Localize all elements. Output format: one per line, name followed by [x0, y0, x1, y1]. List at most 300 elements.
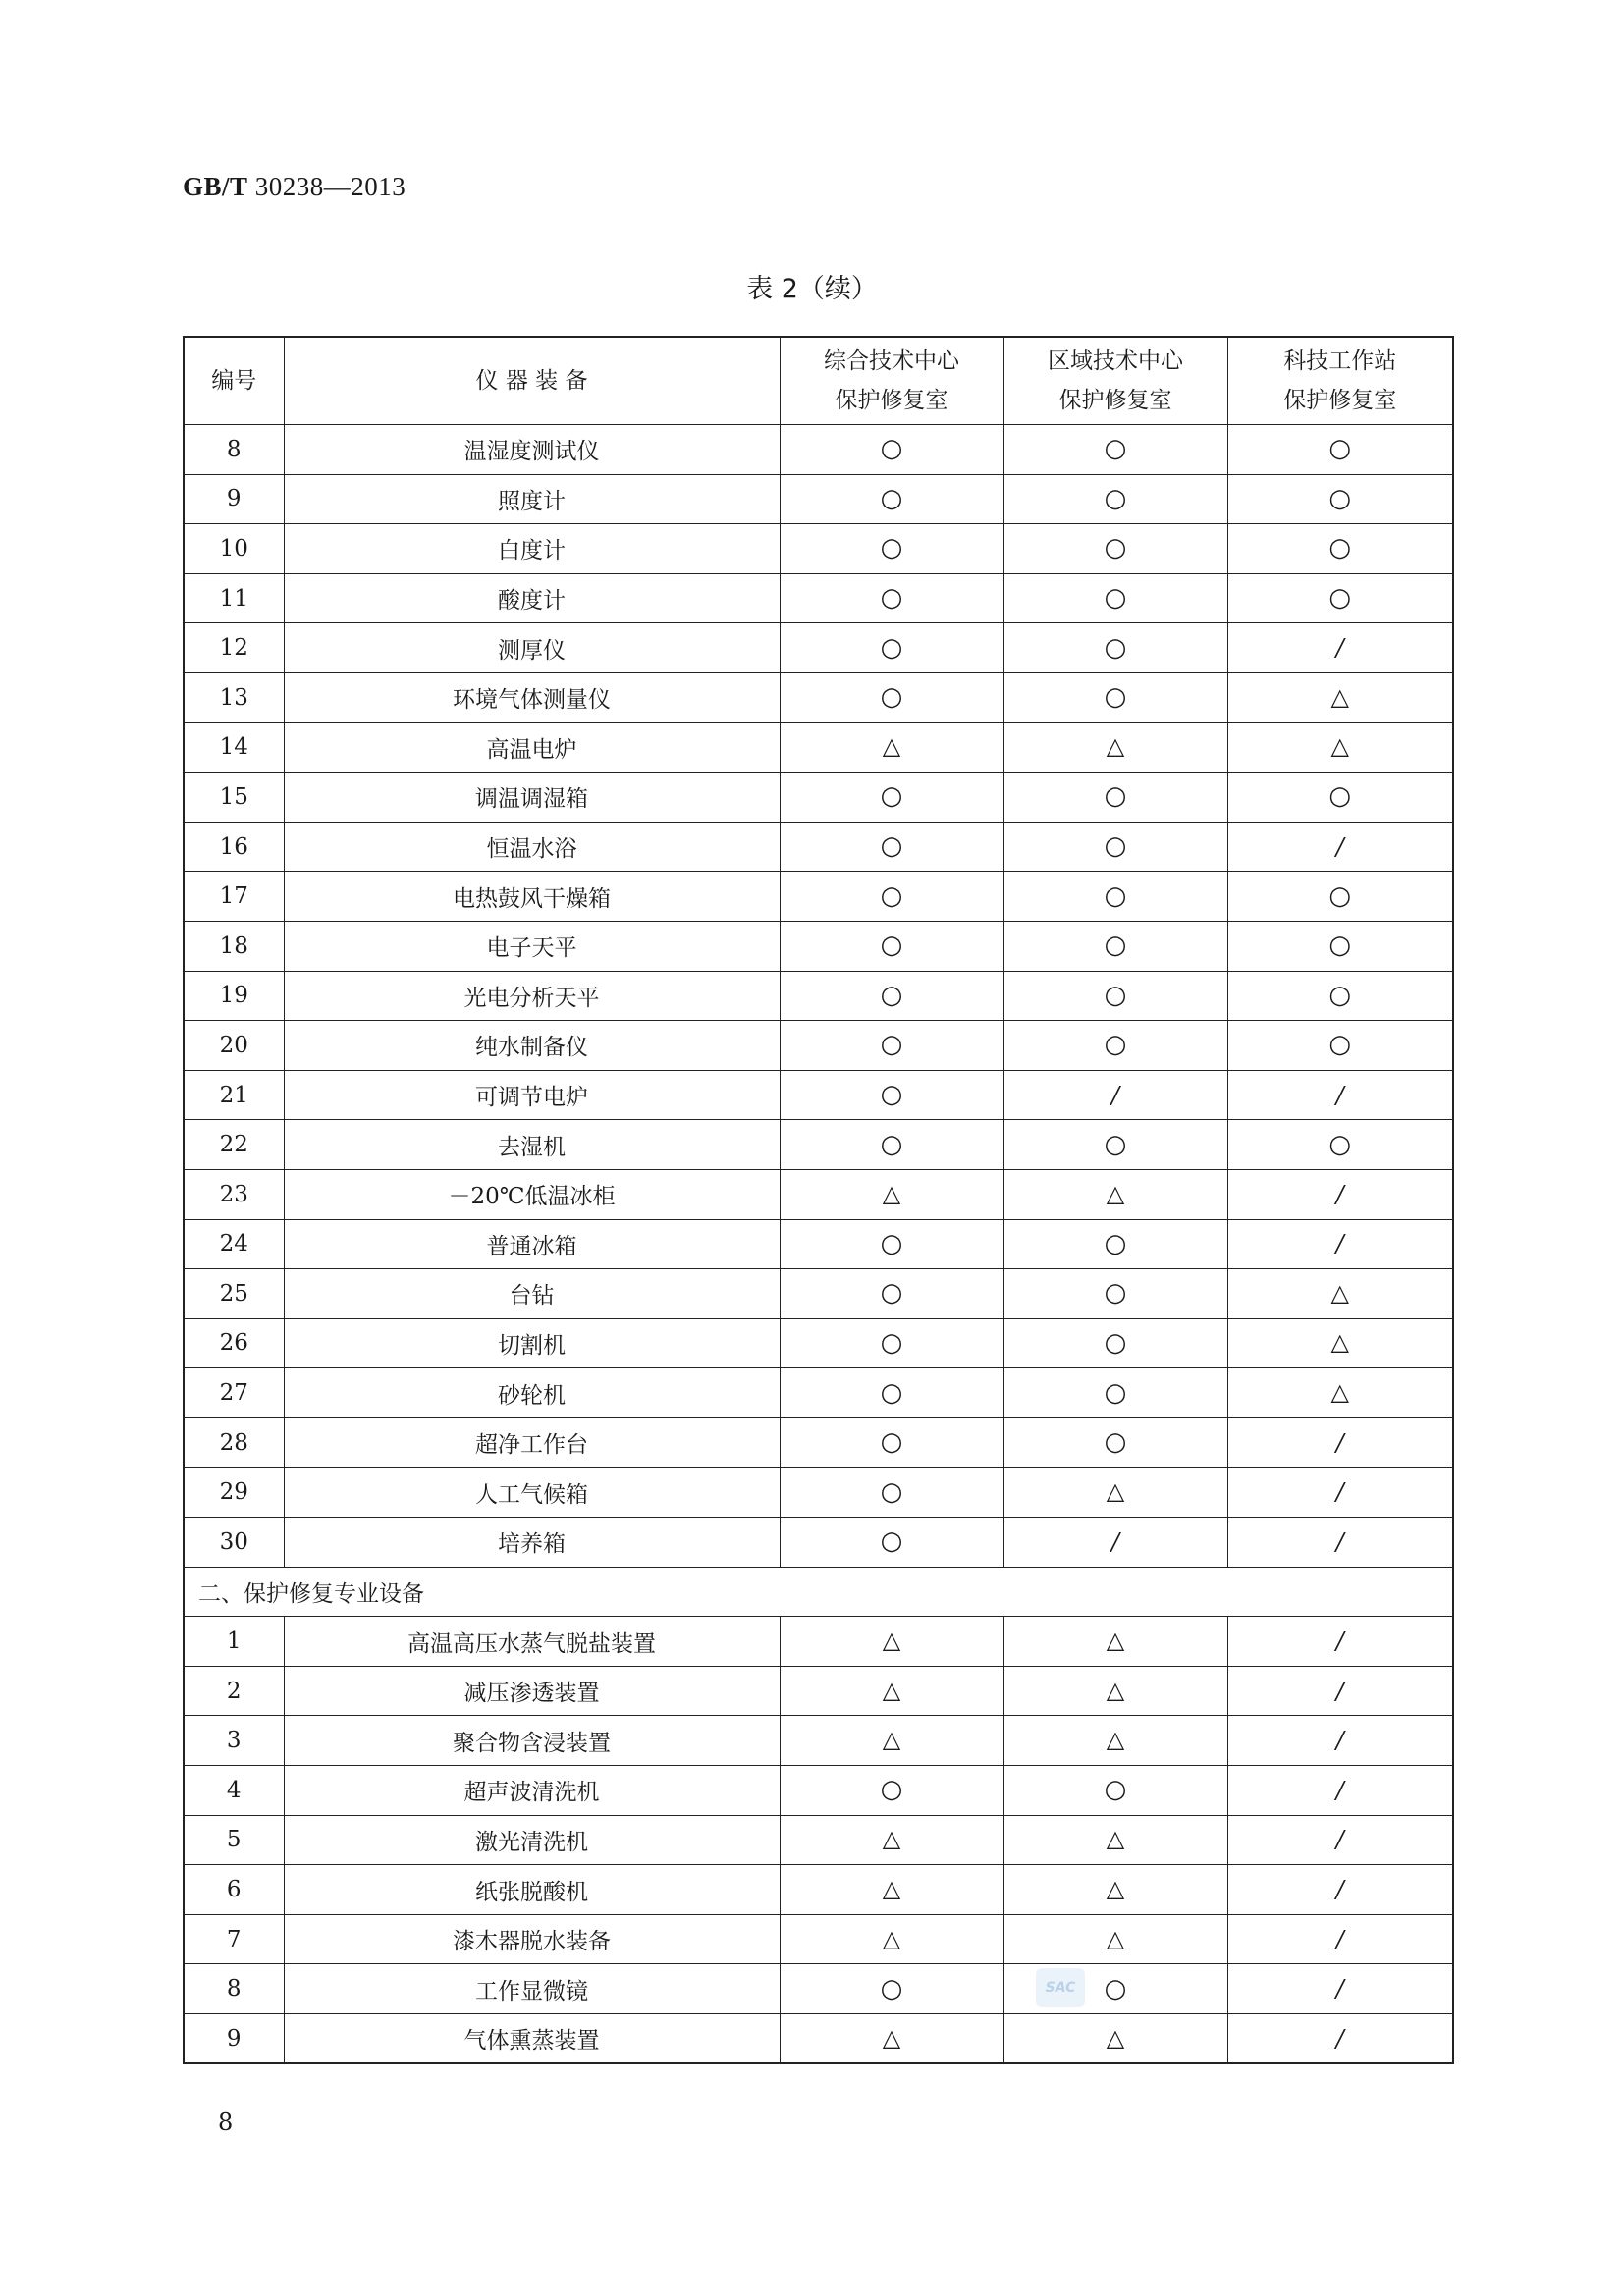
row-number: 22	[184, 1120, 284, 1170]
section-row	[184, 1567, 1453, 1617]
table-row	[184, 1865, 1453, 1915]
requirement-symbol: /	[1335, 1478, 1344, 1507]
level-comprehensive-center	[780, 1169, 1003, 1219]
level-workstation	[1227, 1865, 1453, 1915]
requirement-symbol: △	[1106, 2023, 1125, 2052]
row-number: 18	[184, 921, 284, 971]
requirement-symbol: ○	[880, 831, 903, 862]
equipment-name: 激光清洗机	[284, 1815, 780, 1865]
level-workstation	[1227, 1021, 1453, 1071]
level-workstation	[1227, 1716, 1453, 1766]
table-row	[184, 672, 1453, 722]
requirement-symbol: ○	[880, 980, 903, 1010]
row-number: 12	[184, 623, 284, 673]
table-row	[184, 1368, 1453, 1418]
requirement-symbol: ○	[1328, 781, 1352, 812]
level-comprehensive-center	[780, 1269, 1003, 1319]
level-regional-center	[1003, 1518, 1227, 1568]
row-number: 13	[184, 672, 284, 722]
requirement-symbol: ○	[1328, 1030, 1352, 1060]
level-regional-center	[1003, 1070, 1227, 1120]
requirement-symbol: ○	[880, 1476, 903, 1507]
requirement-symbol: ○	[880, 533, 903, 563]
level-regional-center	[1003, 921, 1227, 971]
level-comprehensive-center	[780, 1815, 1003, 1865]
row-number: 25	[184, 1269, 284, 1319]
requirement-symbol: △	[882, 732, 901, 761]
level-regional-center	[1003, 672, 1227, 722]
equipment-name: 聚合物含浸装置	[284, 1716, 780, 1766]
table-row	[184, 524, 1453, 574]
table-row	[184, 573, 1453, 623]
requirement-symbol: ○	[1104, 632, 1127, 663]
requirement-symbol: △	[1330, 1278, 1349, 1307]
requirement-symbol: ○	[1328, 434, 1352, 464]
level-workstation	[1227, 1368, 1453, 1418]
level-workstation	[1227, 1417, 1453, 1468]
level-regional-center	[1003, 1169, 1227, 1219]
equipment-name: 恒温水浴	[284, 822, 780, 872]
equipment-name: 酸度计	[284, 573, 780, 623]
table-row	[184, 1219, 1453, 1269]
level-comprehensive-center	[780, 672, 1003, 722]
col-header-line2: 保护修复室	[1058, 388, 1172, 413]
equipment-name: 去湿机	[284, 1120, 780, 1170]
requirement-symbol: △	[882, 1676, 901, 1704]
equipment-name: 测厚仪	[284, 623, 780, 673]
requirement-symbol: /	[1335, 1826, 1344, 1854]
level-comprehensive-center	[780, 1964, 1003, 2014]
requirement-symbol: ○	[1104, 1228, 1127, 1258]
table-row	[184, 1815, 1453, 1865]
equipment-name: 环境气体测量仪	[284, 672, 780, 722]
requirement-symbol: ○	[1328, 931, 1352, 961]
level-workstation	[1227, 1766, 1453, 1816]
requirement-symbol: △	[1106, 1477, 1125, 1506]
col-header-number: 编号	[184, 337, 284, 425]
equipment-name: 培养箱	[284, 1518, 780, 1568]
level-comprehensive-center	[780, 2014, 1003, 2064]
level-workstation	[1227, 623, 1453, 673]
standard-code-prefix: GB/T	[183, 172, 248, 201]
requirement-symbol: ○	[1104, 1775, 1127, 1805]
requirement-symbol: ○	[1328, 980, 1352, 1010]
level-workstation	[1227, 921, 1453, 971]
row-number: 21	[184, 1070, 284, 1120]
requirement-symbol: △	[1106, 1676, 1125, 1704]
requirement-symbol: /	[1335, 1776, 1344, 1804]
equipment-name: 砂轮机	[284, 1368, 780, 1418]
row-number: 10	[184, 524, 284, 574]
table-row	[184, 1269, 1453, 1319]
level-comprehensive-center	[780, 1716, 1003, 1766]
level-regional-center	[1003, 623, 1227, 673]
equipment-name: 电热鼓风干燥箱	[284, 872, 780, 922]
col-header-equipment: 仪 器 装 备	[284, 337, 780, 425]
level-comprehensive-center	[780, 1468, 1003, 1518]
standard-code-number: 30238—2013	[247, 172, 406, 201]
table-row	[184, 2014, 1453, 2064]
table-row	[184, 1666, 1453, 1716]
col-header-line1: 科技工作站	[1283, 348, 1397, 374]
level-comprehensive-center	[780, 1021, 1003, 1071]
level-comprehensive-center	[780, 1219, 1003, 1269]
requirement-symbol: /	[1335, 832, 1344, 861]
col-header-line2: 保护修复室	[835, 388, 948, 413]
level-comprehensive-center	[780, 971, 1003, 1021]
level-workstation	[1227, 2014, 1453, 2064]
table-row	[184, 1617, 1453, 1667]
requirement-symbol: ○	[1328, 583, 1352, 614]
level-comprehensive-center	[780, 1070, 1003, 1120]
level-regional-center	[1003, 1318, 1227, 1368]
level-workstation	[1227, 1518, 1453, 1568]
row-number: 26	[184, 1318, 284, 1368]
level-comprehensive-center	[780, 1666, 1003, 1716]
level-regional-center	[1003, 1468, 1227, 1518]
requirement-symbol: ○	[880, 1427, 903, 1458]
level-regional-center	[1003, 573, 1227, 623]
equipment-name: 温湿度测试仪	[284, 425, 780, 475]
level-regional-center	[1003, 1766, 1227, 1816]
row-number: 28	[184, 1417, 284, 1468]
requirement-symbol: /	[1335, 1527, 1344, 1556]
level-regional-center	[1003, 1219, 1227, 1269]
requirement-symbol: ○	[880, 1526, 903, 1557]
row-number: 23	[184, 1169, 284, 1219]
row-number: 30	[184, 1518, 284, 1568]
table-row	[184, 1169, 1453, 1219]
level-comprehensive-center	[780, 1368, 1003, 1418]
level-regional-center	[1003, 1865, 1227, 1915]
level-regional-center	[1003, 1815, 1227, 1865]
requirement-symbol: ○	[880, 1129, 903, 1159]
table-header-row	[184, 337, 1453, 425]
requirement-symbol: △	[1106, 1627, 1125, 1655]
level-regional-center	[1003, 1021, 1227, 1071]
table-row	[184, 1318, 1453, 1368]
level-comprehensive-center	[780, 524, 1003, 574]
level-comprehensive-center	[780, 1617, 1003, 1667]
requirement-symbol: ○	[1328, 533, 1352, 563]
row-number: 11	[184, 573, 284, 623]
level-comprehensive-center	[780, 1865, 1003, 1915]
equipment-name: 普通冰箱	[284, 1219, 780, 1269]
level-comprehensive-center	[780, 1318, 1003, 1368]
level-comprehensive-center	[780, 425, 1003, 475]
equipment-name: 高温高压水蒸气脱盐装置	[284, 1617, 780, 1667]
row-number: 17	[184, 872, 284, 922]
table-row	[184, 474, 1453, 524]
equipment-name: 纸张脱酸机	[284, 1865, 780, 1915]
level-comprehensive-center	[780, 822, 1003, 872]
level-workstation	[1227, 1219, 1453, 1269]
level-comprehensive-center	[780, 474, 1003, 524]
table-row	[184, 773, 1453, 823]
row-number: 5	[184, 1815, 284, 1865]
level-workstation	[1227, 573, 1453, 623]
requirement-symbol: ○	[1104, 1278, 1127, 1308]
requirement-symbol: ○	[1328, 1129, 1352, 1159]
requirement-symbol: ○	[880, 583, 903, 614]
requirement-symbol: △	[882, 2023, 901, 2052]
requirement-symbol: ○	[1104, 1129, 1127, 1159]
requirement-symbol: ○	[880, 1228, 903, 1258]
equipment-table	[183, 336, 1454, 2064]
requirement-symbol: ○	[1104, 1030, 1127, 1060]
equipment-name: 电子天平	[284, 921, 780, 971]
col-header-regional-center	[1003, 337, 1227, 425]
table-row	[184, 1716, 1453, 1766]
level-workstation	[1227, 1070, 1453, 1120]
requirement-symbol: /	[1335, 1428, 1344, 1457]
level-regional-center	[1003, 722, 1227, 773]
level-regional-center	[1003, 2014, 1227, 2064]
requirement-symbol: ○	[880, 1278, 903, 1308]
level-regional-center	[1003, 1617, 1227, 1667]
level-comprehensive-center	[780, 573, 1003, 623]
row-number: 16	[184, 822, 284, 872]
requirement-symbol: ○	[1328, 483, 1352, 513]
level-regional-center	[1003, 524, 1227, 574]
row-number: 6	[184, 1865, 284, 1915]
equipment-name: 光电分析天平	[284, 971, 780, 1021]
table-row	[184, 971, 1453, 1021]
level-regional-center	[1003, 1269, 1227, 1319]
requirement-symbol: △	[882, 1924, 901, 1952]
table-row	[184, 1417, 1453, 1468]
requirement-symbol: △	[1106, 1825, 1125, 1853]
level-workstation	[1227, 524, 1453, 574]
table-row	[184, 921, 1453, 971]
col-header-comprehensive-center	[780, 337, 1003, 425]
level-comprehensive-center	[780, 722, 1003, 773]
requirement-symbol: △	[1106, 1875, 1125, 1903]
requirement-symbol: ○	[880, 1030, 903, 1060]
table-row	[184, 1518, 1453, 1568]
requirement-symbol: ○	[1104, 781, 1127, 812]
requirement-symbol: ○	[1104, 583, 1127, 614]
row-number: 3	[184, 1716, 284, 1766]
requirement-symbol: ○	[880, 931, 903, 961]
equipment-name: 白度计	[284, 524, 780, 574]
col-header-line1: 综合技术中心	[824, 348, 959, 374]
level-regional-center	[1003, 971, 1227, 1021]
table-row	[184, 1070, 1453, 1120]
level-workstation	[1227, 872, 1453, 922]
table-caption: 表 2（续）	[746, 274, 878, 304]
equipment-name: 照度计	[284, 474, 780, 524]
level-workstation	[1227, 822, 1453, 872]
equipment-name: 漆木器脱水装备	[284, 1914, 780, 1964]
requirement-symbol: /	[1335, 1628, 1344, 1656]
level-workstation	[1227, 1318, 1453, 1368]
requirement-symbol: /	[1335, 1727, 1344, 1755]
requirement-symbol: /	[1335, 1180, 1344, 1208]
table-row	[184, 1021, 1453, 1071]
requirement-symbol: △	[1106, 1179, 1125, 1207]
equipment-name: 高温电炉	[284, 722, 780, 773]
equipment-name: 减压渗透装置	[284, 1666, 780, 1716]
requirement-symbol: △	[882, 1825, 901, 1853]
row-number: 1	[184, 1617, 284, 1667]
level-workstation	[1227, 1617, 1453, 1667]
equipment-name: 工作显微镜	[284, 1964, 780, 2014]
requirement-symbol: ○	[1104, 1377, 1127, 1408]
requirement-symbol: ○	[880, 1327, 903, 1358]
requirement-symbol: ○	[880, 434, 903, 464]
level-workstation	[1227, 1120, 1453, 1170]
equipment-name: 纯水制备仪	[284, 1021, 780, 1071]
requirement-symbol: /	[1110, 1527, 1120, 1556]
table-row	[184, 822, 1453, 872]
requirement-symbol: ○	[880, 1775, 903, 1805]
table-row	[184, 1120, 1453, 1170]
requirement-symbol: ○	[880, 1080, 903, 1110]
row-number: 14	[184, 722, 284, 773]
row-number: 7	[184, 1914, 284, 1964]
level-comprehensive-center	[780, 872, 1003, 922]
level-comprehensive-center	[780, 1120, 1003, 1170]
level-regional-center	[1003, 1716, 1227, 1766]
level-comprehensive-center	[780, 1417, 1003, 1468]
equipment-name: 可调节电炉	[284, 1070, 780, 1120]
requirement-symbol: ○	[880, 483, 903, 513]
table-row	[184, 425, 1453, 475]
requirement-symbol: △	[882, 1726, 901, 1754]
level-regional-center	[1003, 474, 1227, 524]
table-row	[184, 1964, 1453, 2014]
requirement-symbol: /	[1335, 2024, 1344, 2053]
requirement-symbol: /	[1335, 1975, 1344, 2003]
col-header-workstation	[1227, 337, 1453, 425]
table-row	[184, 1468, 1453, 1518]
level-workstation	[1227, 971, 1453, 1021]
row-number: 4	[184, 1766, 284, 1816]
row-number: 19	[184, 971, 284, 1021]
row-number: 9	[184, 474, 284, 524]
level-workstation	[1227, 1914, 1453, 1964]
level-regional-center	[1003, 425, 1227, 475]
table-row	[184, 1766, 1453, 1816]
requirement-symbol: ○	[1104, 483, 1127, 513]
requirement-symbol: ○	[1104, 881, 1127, 911]
requirement-symbol: △	[1330, 732, 1349, 761]
requirement-symbol: ○	[1104, 831, 1127, 862]
row-number: 20	[184, 1021, 284, 1071]
requirement-symbol: △	[882, 1875, 901, 1903]
requirement-symbol: ○	[880, 781, 903, 812]
requirement-symbol: ○	[1104, 1427, 1127, 1458]
level-regional-center	[1003, 1120, 1227, 1170]
table-row	[184, 872, 1453, 922]
level-workstation	[1227, 1169, 1453, 1219]
requirement-symbol: ○	[1104, 1327, 1127, 1358]
requirement-symbol: /	[1335, 1677, 1344, 1705]
level-workstation	[1227, 1666, 1453, 1716]
level-workstation	[1227, 474, 1453, 524]
requirement-symbol: △	[882, 1627, 901, 1655]
level-workstation	[1227, 672, 1453, 722]
level-workstation	[1227, 1815, 1453, 1865]
level-regional-center	[1003, 1666, 1227, 1716]
row-number: 9	[184, 2014, 284, 2064]
requirement-symbol: ○	[1328, 881, 1352, 911]
level-workstation	[1227, 722, 1453, 773]
requirement-symbol: △	[1330, 682, 1349, 711]
row-number: 15	[184, 773, 284, 823]
requirement-symbol: △	[1330, 1378, 1349, 1407]
level-workstation	[1227, 1269, 1453, 1319]
requirement-symbol: ○	[880, 881, 903, 911]
requirement-symbol: ○	[1104, 533, 1127, 563]
equipment-name: 超净工作台	[284, 1417, 780, 1468]
requirement-symbol: ○	[880, 1377, 903, 1408]
level-regional-center	[1003, 1914, 1227, 1964]
equipment-name: 调温调湿箱	[284, 773, 780, 823]
requirement-symbol: ○	[880, 682, 903, 713]
requirement-symbol: △	[1330, 1328, 1349, 1357]
requirement-symbol: ○	[1104, 434, 1127, 464]
equipment-name: －20℃低温冰柜	[284, 1169, 780, 1219]
requirement-symbol: △	[1106, 1924, 1125, 1952]
page-number: 8	[218, 2109, 234, 2136]
requirement-symbol: △	[1106, 732, 1125, 761]
requirement-symbol: △	[1106, 1726, 1125, 1754]
equipment-name: 人工气候箱	[284, 1468, 780, 1518]
row-number: 24	[184, 1219, 284, 1269]
level-comprehensive-center	[780, 1518, 1003, 1568]
table-row	[184, 623, 1453, 673]
level-regional-center	[1003, 872, 1227, 922]
requirement-symbol: ○	[1104, 682, 1127, 713]
sac-watermark: SAC	[1036, 1968, 1085, 2007]
requirement-symbol: ○	[880, 1973, 903, 2003]
equipment-name: 超声波清洗机	[284, 1766, 780, 1816]
equipment-name: 切割机	[284, 1318, 780, 1368]
level-regional-center	[1003, 1417, 1227, 1468]
equipment-name: 台钻	[284, 1269, 780, 1319]
section-title: 二、保护修复专业设备	[184, 1567, 1453, 1617]
row-number: 8	[184, 1964, 284, 2014]
requirement-symbol: ○	[1104, 1973, 1127, 2003]
requirement-symbol: ○	[1104, 931, 1127, 961]
table-row	[184, 1914, 1453, 1964]
requirement-symbol: /	[1335, 1230, 1344, 1258]
col-header-line2: 保护修复室	[1283, 388, 1397, 413]
level-workstation	[1227, 773, 1453, 823]
requirement-symbol: /	[1335, 634, 1344, 663]
level-workstation	[1227, 1964, 1453, 2014]
level-comprehensive-center	[780, 623, 1003, 673]
equipment-name: 气体熏蒸装置	[284, 2014, 780, 2064]
requirement-symbol: /	[1110, 1081, 1120, 1109]
level-workstation	[1227, 1468, 1453, 1518]
level-comprehensive-center	[780, 1766, 1003, 1816]
level-comprehensive-center	[780, 921, 1003, 971]
level-comprehensive-center	[780, 1914, 1003, 1964]
level-regional-center	[1003, 822, 1227, 872]
row-number: 2	[184, 1666, 284, 1716]
level-comprehensive-center	[780, 773, 1003, 823]
requirement-symbol: /	[1335, 1925, 1344, 1953]
row-number: 8	[184, 425, 284, 475]
requirement-symbol: ○	[880, 632, 903, 663]
requirement-symbol: △	[882, 1179, 901, 1207]
requirement-symbol: /	[1335, 1876, 1344, 1904]
table-row	[184, 722, 1453, 773]
row-number: 29	[184, 1468, 284, 1518]
